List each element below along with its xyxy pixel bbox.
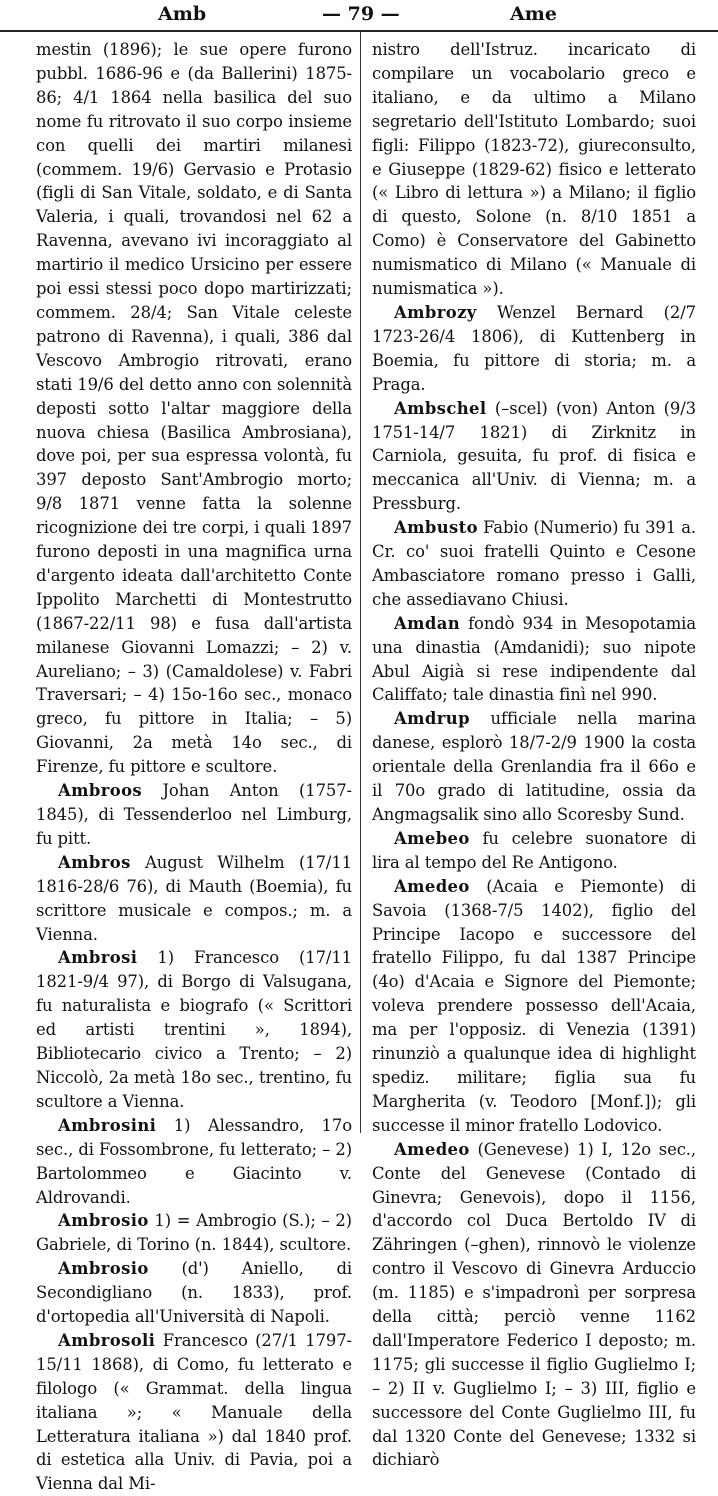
entry-headword: Ambrosio: [58, 1211, 149, 1231]
entry-text: Francesco (27/1 1797-15/11 1868), di Como, fu letterato e filologo (« Grammat. della lingua italiana »; « Manuale della Letteratura italiana ») dal 1840 prof. di estetica alla Univ. di Pavia, poi a Vienna dal Mi-: [36, 1330, 352, 1494]
continued-entry-text: nistro dell'Istruz. incaricato di compilare un vocabolario greco e italiano, e da ultimo a Milano segretario dell'Istituto Lombardo; suoi figli: Filippo (1823-72), giureconsulto, e Giuseppe (1829-62) fisico e letterato (« Libro di lettura ») a Milano; il figlio di questo, Solone (n. 8/10 1851 a Como) è Conservatore del Gabinetto numismatico di Milano (« Manuale di numismatica »).: [372, 40, 696, 299]
entry-text: Johan Anton (1757-1845), di Tessenderloo nel Limburg, fu pitt.: [36, 781, 352, 848]
entry-text: (Genevese) 1) I, 12o sec., Conte del Genevese (Contado di Ginevra; Genevois), dopo il 1156, d'accordo col Duca Bertoldo IV di Zähringen (–ghen), rinnovò le violenze contro il Vescovo di Ginevra Arduccio (m. 1185) e s'impadronì per sorpresa della città; perciò venne 1162 dall'Imperatore Federico I deposto; m. 1175; gli successe il figlio Guglielmo I; – 2) II v. Guglielmo I; – 3) III, figlio e successore del Conte Guglielmo III, fu dal 1320 Conte del Genevese; 1332 si dichiarò: [372, 1139, 696, 1470]
entry: [372, 827, 696, 875]
entry: [372, 397, 696, 517]
entry-headword: Ambrosini: [58, 1115, 157, 1135]
entry-text: August Wilhelm (17/11 1816-28/6 76), di Mauth (Boemia), fu scrittore musicale e compos.; m. a Vienna.: [36, 852, 352, 944]
entry-text: 1) Francesco (17/11 1821-9/4 97), di Borgo di Valsugana, fu naturalista e biografo (« Scrittori ed artisti trentini », 1894), Bibliotecario civico a Trento; – 2) Niccolò, 2a metà 18o sec., trentino, fu scultore a Vienna.: [36, 948, 352, 1111]
entry-headword: Amdan: [394, 613, 461, 633]
entry-text: fu celebre suonatore di lira al tempo del Re Antigono.: [372, 828, 696, 872]
entry: [36, 1114, 352, 1210]
entry-text: (d') Aniello, di Secondigliano (n. 1833), prof. d'ortopedia all'Università di Napoli.: [36, 1259, 352, 1327]
entry-text: 1) = Ambrogio (S.); – 2) Gabriele, di Torino (n. 1844), scultore.: [36, 1211, 352, 1255]
entry-headword: Amebeo: [394, 828, 470, 848]
entry: [372, 301, 696, 397]
header-right-guide-word: Ame: [510, 3, 557, 25]
entry: [36, 1209, 352, 1257]
entry-text: (–scel) (von) Anton (9/3 1751-14/7 1821) di Zirknitz in Carniola, gesuita, fu prof. di fisica e meccanica all'Univ. di Vienna; m. a Pressburg.: [372, 398, 696, 514]
continued-entry-text: mestin (1896); le sue opere furono pubbl. 1686-96 e (da Ballerini) 1875-86; 4/1 1864 nella basilica del suo nome fu ritrovato il suo corpo insieme con quelli dei martiri milanesi (commem. 19/6) Gervasio e Protasio (figli di San Vitale, soldato, e di Santa Valeria, i quali, trovandosi nel 62 a Ravenna, avevano ivi incoraggiato al martirio il medico Ursicino per essere poi essi stessi poco dopo martirizzati; commem. 28/4; San Vitale celeste patrono di Ravenna), i quali, 386 dal Vescovo Ambrogio ritrovati, erano stati 19/6 del detto anno con solennità deposti sotto l'altar maggiore della nuova chiesa (Basilica Ambrosiana), dove poi, per sua espressa volontà, fu 397 deposto Sant'Ambrogio morto; 9/8 1871 venne fatta la solenne ricognizione dei tre corpi, i quali 1897 furono deposti in una magnifica urna d'argento ideata dall'architetto Conte Ippolito Marchetti di Montestrutto (1867-22/11 98) e fusa dall'artista milanese Giovanni Lomazzi; – 2) v. Aureliano; – 3) (Camaldolese) v. Fabri Traversari; – 4) 15o-16o sec., monaco greco, fu pittore in Italia; – 5) Giovanni, 2a metà 14o sec., di Firenze, fu pittore e scultore.: [36, 40, 352, 777]
entry: [36, 1329, 352, 1496]
entry-headword: Amedeo: [394, 1139, 470, 1159]
right-column: [372, 38, 696, 1472]
entry: [372, 516, 696, 612]
entry-headword: Ambrosio: [58, 1259, 149, 1279]
entry-headword: Amdrup: [394, 709, 470, 729]
entry-text: (Acaia e Piemonte) di Savoia (1368-7/5 1402), figlio del Principe Iacopo e successore del fratello Filippo, fu dal 1387 Principe (4o) d'Acaia e Signore del Piemonte; voleva prendere possesso dell'Acaia, ma per l'opposiz. di Venezia (1391) rinunziò a qualunque idea di highlight spediz. militare; figlia sua fu Margherita (v. Teodoro [Monf.]); gli successe il minor fratello Lodovico.: [372, 876, 696, 1135]
entry: [372, 875, 696, 1138]
entry: [36, 779, 352, 851]
header-rule: [0, 30, 718, 32]
running-header: [0, 0, 718, 32]
entry-text: Fabio (Numerio) fu 391 a. Cr. co' suoi fratelli Quinto e Cesone Ambasciatore romano presso i Galli, che assediavano Chiusi.: [372, 518, 696, 609]
entry-headword: Ambrozy: [394, 302, 477, 322]
page-number: — 79 —: [322, 3, 400, 25]
entry-headword: Ambrosoli: [58, 1330, 156, 1350]
left-column: [36, 38, 352, 1496]
entry: [36, 851, 352, 947]
header-left-guide-word: Amb: [158, 3, 207, 25]
entry: [36, 946, 352, 1113]
entry-text: fondò 934 in Mesopotamia una dinastia (Amdanidi); suo nipote Abul Aigià si rese indipendente dal Califfato; tale dinastia finì nel 990.: [372, 613, 696, 705]
column-divider: [360, 32, 361, 1133]
entry-text: Wenzel Bernard (2/7 1723-26/4 1806), di Kuttenberg in Boemia, fu pittore di storia; m. a Praga.: [372, 302, 696, 394]
entry: [36, 1257, 352, 1329]
entry: [372, 707, 696, 827]
entry-headword: Ambrosi: [58, 948, 138, 968]
entry-headword: Ambros: [58, 852, 131, 872]
entry-headword: Ambusto: [394, 518, 478, 538]
entry-text: ufficiale nella marina danese, esplorò 18/7-2/9 1900 la costa orientale della Grenlandia fra il 66o e il 70o grado di latitudine, ossia da Angmagsalik sino allo Scoresby Sund.: [372, 709, 696, 824]
entry: [372, 1138, 696, 1473]
entry: [372, 612, 696, 708]
entry-headword: Amedeo: [394, 876, 470, 896]
entry-headword: Ambschel: [394, 398, 487, 418]
entry-headword: Ambroos: [58, 781, 143, 801]
entry-text: 1) Alessandro, 17o sec., di Fossombrone, fu letterato; – 2) Bartolommeo e Giacinto v. Aldrovandi.: [36, 1115, 352, 1207]
